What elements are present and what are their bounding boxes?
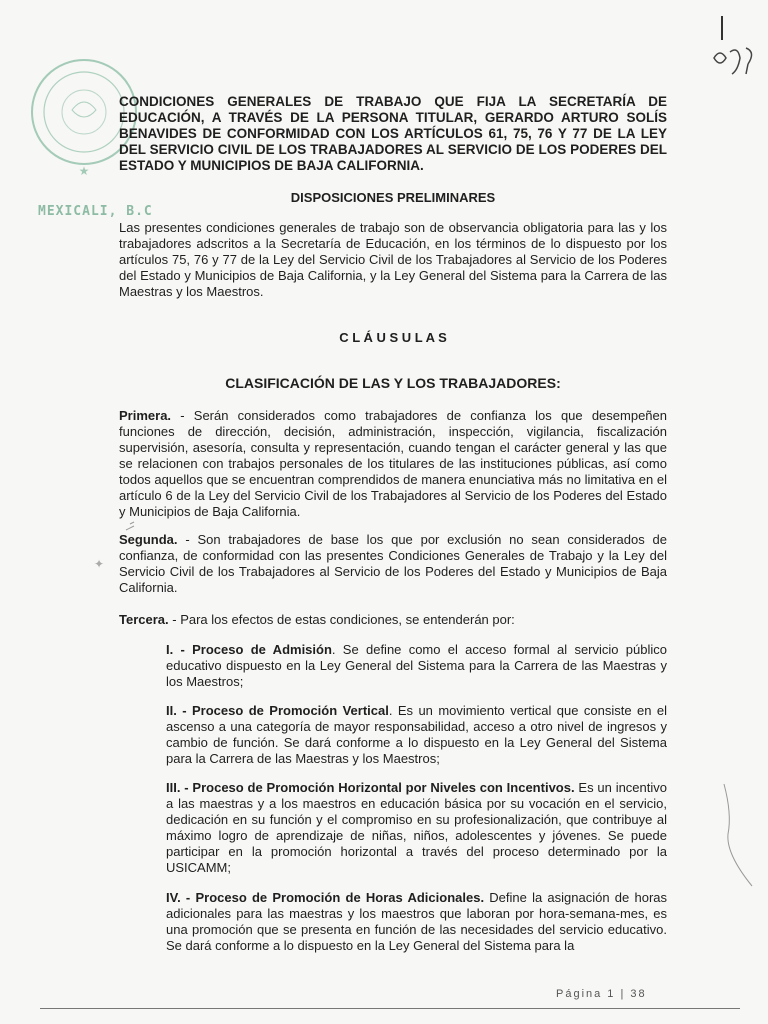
item-text: . Se define como el acceso formal al servicio público educativo dispuesto en la Ley General del Sistema para la Carrera de las Maestras y los Maestros; xyxy=(166,642,667,689)
svg-text:✦: ✦ xyxy=(94,557,105,571)
item-text: . Es un movimiento vertical que consiste en el ascenso a una categoría de mayor responsabilidad, acceso a otro nivel de ingresos y cambio de función. Se dará conforme a lo dispuesto en la Ley General del Sistema para la Carrera de las Maestras y los Maestros; xyxy=(166,703,667,766)
margin-mark-icon xyxy=(720,780,760,890)
clause-segunda-text: - Son trabajadores de base los que por exclusión no sean considerados de confianza, de conformidad con las presentes Condiciones Generales de Trabajo y la Ley del Servicio Civil de los Trabajadores al Servicio de los Poderes del Estado y Municipios de Baja California. xyxy=(119,532,667,595)
item-admision xyxy=(166,642,667,690)
document-title: CONDICIONES GENERALES DE TRABAJO QUE FIJA LA SECRETARÍA DE EDUCACIÓN, A TRAVÉS DE LA PERSONA TITULAR, GERARDO ARTURO SOLÍS BENAVIDES DE CONFORMIDAD CON LOS ARTÍCULOS 61, 75, 76 Y 77 DE LA LEY DEL SERVICIO CIVIL DE LOS TRABAJADORES AL SERVICIO DE LOS PODERES DEL ESTADO Y MUNICIPIOS DE BAJA CALIFORNIA. xyxy=(119,94,667,173)
item-label: II. - Proceso de Promoción Vertical xyxy=(166,703,389,718)
clausulas-heading: C L Á U S U L A S xyxy=(339,330,447,345)
clause-primera-text: - Serán considerados como trabajadores de confianza los que desempeñen funciones de dirección, decisión, administración, inspección, vigilancia, fiscalización supervisión, asesoría, consulta y representación, cuando tengan el carácter general y las que se relacionen con trabajos personales de los titulares de las instituciones públicas, así como todos aquellos que se encuentran comprendidos de manera enunciativa más no limitativa en el artículo 6 de la Ley del Servicio Civil de los Trabajadores al Servicio de los Poderes del Estado y Municipios de Baja California. xyxy=(119,408,667,519)
clause-primera xyxy=(119,408,667,520)
clasificacion-heading: CLASIFICACIÓN DE LAS Y LOS TRABAJADORES: xyxy=(225,375,561,391)
item-text: Define la asignación de horas adicionales para las maestras y los maestros que laboran por hora-semana-mes, es una promoción que se presenta en función de las necesidades del servicio educativo. Se dará conforme a lo dispuesto en la Ley General del Sistema para la xyxy=(166,890,667,953)
page-number: Página 1 | 38 xyxy=(556,988,647,1000)
item-promocion-vertical xyxy=(166,703,667,767)
clause-primera-label: Primera. xyxy=(119,408,172,423)
clause-segunda-label: Segunda. xyxy=(119,532,178,547)
clause-segunda xyxy=(119,532,667,596)
clause-tercera xyxy=(119,612,667,628)
footer-divider xyxy=(40,1008,740,1009)
preliminares-text: Las presentes condiciones generales de trabajo son de observancia obligatoria para las y los trabajadores adscritos a la Secretaría de Educación, en los términos de lo dispuesto por los artículos 75, 76 y 77 de la Ley del Servicio Civil de los Trabajadores al Servicio de los Poderes del Estado y Municipios de Baja California, y la Ley General del Sistema para la Carrera de las Maestras y los Maestros. xyxy=(119,220,667,299)
clause-tercera-label: Tercera. xyxy=(119,612,169,627)
preliminares-heading: DISPOSICIONES PRELIMINARES xyxy=(290,190,496,205)
item-text: Es un incentivo a las maestras y a los maestros en educación básica por su vocación en el servicio, dedicación en su función y el compromiso en su profesionalización, que contribuye al máximo logro de aprendizaje de niñas, niños, adolescentes y jóvenes. Se puede participar en la promoción horizontal a través del proceso determinado por la USICAMM; xyxy=(166,780,667,875)
item-promocion-horizontal xyxy=(166,780,667,876)
svg-text:★: ★ xyxy=(78,164,90,178)
clause-tercera-text: - Para los efectos de estas condiciones, se entenderán por: xyxy=(168,612,515,627)
handwritten-note xyxy=(700,8,762,78)
item-label: IV. - Proceso de Promoción de Horas Adicionales. xyxy=(166,890,485,905)
item-horas-adicionales xyxy=(166,890,667,954)
item-label: III. - Proceso de Promoción Horizontal por Niveles con Incentivos. xyxy=(166,780,575,795)
item-label: I. - Proceso de Admisión xyxy=(166,642,332,657)
seal-city-label: MEXICALI, B.C xyxy=(38,204,153,219)
